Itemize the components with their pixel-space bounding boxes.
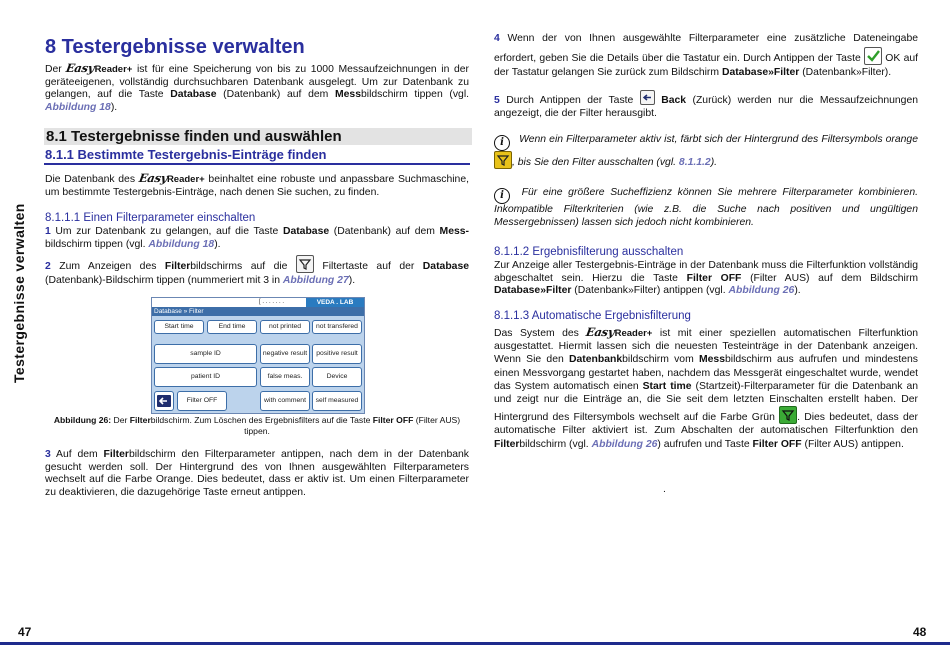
section-reference[interactable]: 8.1.1.2	[678, 157, 711, 168]
negative-result-button[interactable]: negative result	[260, 344, 310, 364]
device-button[interactable]: Device	[312, 367, 362, 387]
info-note-1: i Wenn ein Filterparameter aktiv ist, färbt sich der Hintergrund des Filtersymbols orange , bis Sie den Filter ausschalten (vgl. 8.1.1.2).	[494, 132, 918, 171]
database-paragraph: Die Datenbank des EasyReader+ beinhaltet eine robuste und anpassbare Suchmaschine, um bestimmte Testergebnis-Einträge, nach denen Sie suchen, zu finden.	[45, 171, 470, 198]
filter-green-icon	[779, 406, 797, 424]
not-transfered-button[interactable]: not transfered	[312, 320, 362, 334]
section-heading: 8.1 Testergebnisse finden und auswählen	[44, 128, 472, 145]
positive-result-button[interactable]: positive result	[312, 344, 362, 364]
not-printed-button[interactable]: not printed	[260, 320, 310, 334]
step-1: 1 Um zur Datenbank zu gelangen, auf die Taste Database (Datenbank) auf dem Mess-bildschirm tippen (vgl. Abbildung 18).	[45, 226, 469, 250]
subsubsection-heading: 8.1.1.1 Einen Filterparameter einschalten	[45, 212, 256, 224]
figure-reference[interactable]: Abbildung 26	[728, 285, 795, 297]
step-2: 2 Zum Anzeigen des Filterbildschirms auf die Filtertaste auf der Database (Datenbank)-Bildschirm tippen (nummeriert mit 3 in Abbildung 27).	[45, 255, 469, 287]
filter-orange-icon	[494, 151, 512, 169]
back-icon	[640, 90, 655, 105]
veda-lab-logo: VEDA . LAB	[306, 298, 364, 307]
ok-check-icon	[864, 47, 882, 65]
back-button[interactable]	[154, 391, 174, 411]
step-5: 5 Durch Antippen der Taste Back (Zurück) werden nur die Messaufzeichnungen angezeigt, die der Filter herausgibt.	[494, 90, 918, 120]
chapter-title: 8 Testergebnisse verwalten	[45, 36, 305, 58]
screen-breadcrumb: Database » Filter	[152, 307, 364, 316]
subsubsection-heading: 8.1.1.3 Automatische Ergebnisfilterung	[494, 310, 691, 322]
figure-reference[interactable]: Abbildung 18	[45, 101, 111, 113]
easyreader-logo: EasyReader+	[65, 61, 133, 75]
figure-reference[interactable]: Abbildung 27	[282, 274, 349, 286]
false-meas-button[interactable]: false meas.	[260, 367, 310, 387]
page-number-left: 47	[18, 625, 32, 639]
info-icon: i	[494, 188, 510, 204]
info-note-2: i Für eine größere Sucheffizienz können Sie mehrere Filterparameter kombinieren. Inkompatible Filterkriterien (wie z.B. die Suche nach positiven und ungültigen Messergebnissen) lassen sich jedoch nicht kombinieren.	[494, 187, 918, 228]
subsection-heading: 8.1.1 Bestimmte Testergebnis-Einträge finden	[45, 147, 327, 162]
filter-icon	[296, 255, 314, 273]
stray-dot: .	[663, 484, 666, 495]
intro-paragraph: Der EasyReader+ ist für eine Speicherung von bis zu 1000 Messaufzeichnungen in der geräteeigenen, vollständig durchsuchbaren Datenbank ausgelegt. Um zur Datenbank zu gelangen, auf die Taste Database (Datenbank) auf dem Messbildschirm tippen (vgl. Abbildung 18).	[45, 61, 470, 113]
easyreader-logo: EasyReader+	[585, 325, 653, 339]
self-measured-button[interactable]: self measured	[312, 391, 362, 411]
back-arrow-icon	[155, 392, 173, 410]
start-time-button[interactable]: Start time	[154, 320, 204, 334]
figure-reference[interactable]: Abbildung 18	[148, 238, 215, 250]
subsubsection-heading: 8.1.1.2 Ergebnisfilterung ausschalten	[494, 246, 684, 258]
side-chapter-title: Testergebnisse verwalten	[11, 203, 27, 383]
figure-reference[interactable]: Abbildung 26	[591, 438, 658, 450]
end-time-button[interactable]: End time	[207, 320, 257, 334]
auto-filter-paragraph: Das System des EasyReader+ ist mit einer speziellen automatischen Filterfunktion ausgestattet. Hiermit lassen sich die neuesten Testeinträge in der Datenbank anzeigen. Wenn Sie den Datenbankbildschirm vom Messbildschirm aus aufrufen und mindestens einen Messvorgang gestartet haben, nachdem das Messgerät eingeschaltet wurde, wendet das System automatisch einen Start time (Startzeit)-Filterparameter für die Datenbank an und zeigt nur die Einträge an, die Sie seit dem letzten Einschalten erstellt haben. Der Hintergrund des Filtersymbols wechselt auf die Farbe Grün . Dies bedeutet, dass der automatische Filter aktiviert ist. Zum Abschalten der automatischen Filterfunktion den Filterbildschirm (vgl. Abbildung 26) aufrufen und Taste Filter OFF (Filter AUS) antippen.	[494, 325, 919, 450]
filter-screen-figure	[151, 297, 365, 414]
step-3: 3 Auf dem Filterbildschirm den Filterparameter antippen, nach dem in der Datenbank gesucht werden soll. Der Hintergrund des von Ihnen ausgewählten Filterparameters wechselt auf die Farbe Orange. Dies bedeutet, dass er aktiv ist. Um einen Filterparameter zu deaktivieren, die dazugehörige Taste erneut antippen.	[45, 449, 469, 498]
subsection-divider	[44, 163, 470, 165]
with-comment-button[interactable]: with comment	[260, 391, 310, 411]
sample-id-button[interactable]: sample ID	[154, 344, 257, 364]
filter-off-button[interactable]: Filter OFF	[177, 391, 227, 411]
step-4: 4 Wenn der von Ihnen ausgewählte Filterparameter eine zusätzliche Dateneingabe erfordert, geben Sie die Details über die Tastatur ein. Durch Antippen der Taste OK auf der Tastatur gelangen Sie zurück zum Bildschirm Database»Filter (Datenbank»Filter).	[494, 33, 919, 78]
figure-caption: Abbildung 26: Der Filterbildschirm. Zum Löschen des Ergebnisfilters auf die Taste Filter OFF (Filter AUS) tippen.	[53, 415, 461, 436]
page-number-right: 48	[913, 625, 927, 639]
patient-id-button[interactable]: patient ID	[154, 367, 257, 387]
device-status-bar: [ . . . . . . .	[152, 298, 364, 307]
easyreader-logo: EasyReader+	[137, 171, 205, 185]
info-icon: i	[494, 135, 510, 151]
footer-rule	[0, 642, 950, 645]
filter-off-paragraph: Zur Anzeige aller Testergebnis-Einträge in der Datenbank muss die Filterfunktion vollständig abgeschaltet sein. Hierzu die Taste Filter OFF (Filter AUS) auf dem Bildschirm Database»Filter (Datenbank»Filter) antippen (vgl. Abbildung 26).	[494, 260, 918, 297]
